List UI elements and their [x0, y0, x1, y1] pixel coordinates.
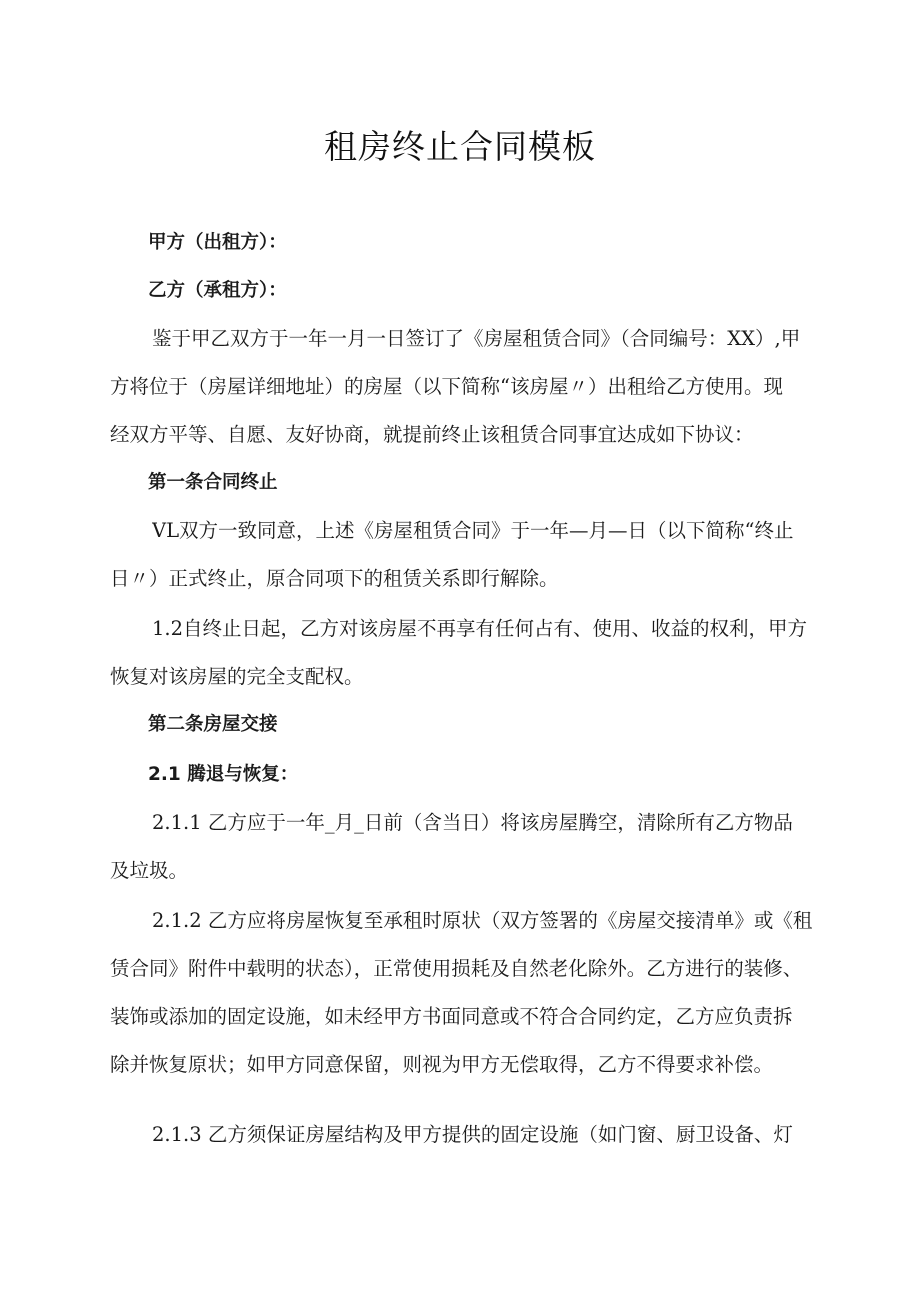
clause-1-2-line-2: 恢复对该房屋的完全支配权。 — [110, 665, 364, 688]
clause-1-2-line-1: 1.2自终止日起，乙方对该房屋不再享有任何占有、使用、收益的权利，甲方 — [152, 617, 808, 640]
clause-2-1-2-line-1: 2.1.2 乙方应将房屋恢复至承租时原状（双方签署的《房屋交接清单》或《租 — [152, 909, 813, 932]
clause-2-1-2-line-2: 赁合同》附件中载明的状态），正常使用损耗及自然老化除外。乙方进行的装修、 — [110, 957, 803, 980]
clause-2-1-3-line-1: 2.1.3 乙方须保证房屋结构及甲方提供的固定设施（如门窗、厨卫设备、灯 — [152, 1123, 793, 1146]
document-title: 租房终止合同模板 — [324, 127, 596, 166]
clause-2-1-2-line-3: 装饰或添加的固定设施，如未经甲方书面同意或不符合合同约定，乙方应负责拆 — [110, 1005, 793, 1028]
party-b-label: 乙方（承租方）： — [148, 280, 287, 301]
article-2-heading: 第二条房屋交接 — [148, 714, 278, 735]
preamble-line-2: 方将位于（房屋详细地址）的房屋（以下简称“该房屋〃）出租给乙方使用。现 — [110, 375, 783, 398]
article-1-heading: 第一条合同终止 — [148, 472, 278, 493]
preamble-line-3: 经双方平等、自愿、友好协商，就提前终止该租赁合同事宜达成如下协议： — [110, 423, 754, 446]
clause-2-1-heading: 2.1 腾退与恢复： — [148, 764, 299, 785]
clause-1-1-line-1: VL双方一致同意，上述《房屋租赁合同》于一年—月—日（以下简称“终止 — [152, 519, 794, 542]
clause-2-1-1-line-2: 及垃圾。 — [110, 859, 189, 882]
party-a-label: 甲方（出租方）： — [148, 232, 287, 253]
preamble-line-1: 鉴于甲乙双方于一年一月一日签订了《房屋租赁合同》（合同编号：XX）,甲 — [152, 327, 801, 350]
clause-2-1-1-line-1: 2.1.1 乙方应于一年_月_日前（含当日）将该房屋腾空，清除所有乙方物品 — [152, 811, 793, 834]
clause-2-1-2-line-4: 除并恢复原状；如甲方同意保留，则视为甲方无偿取得，乙方不得要求补偿。 — [110, 1053, 774, 1076]
clause-1-1-line-2: 日〃）正式终止，原合同项下的租赁关系即行解除。 — [110, 567, 559, 590]
